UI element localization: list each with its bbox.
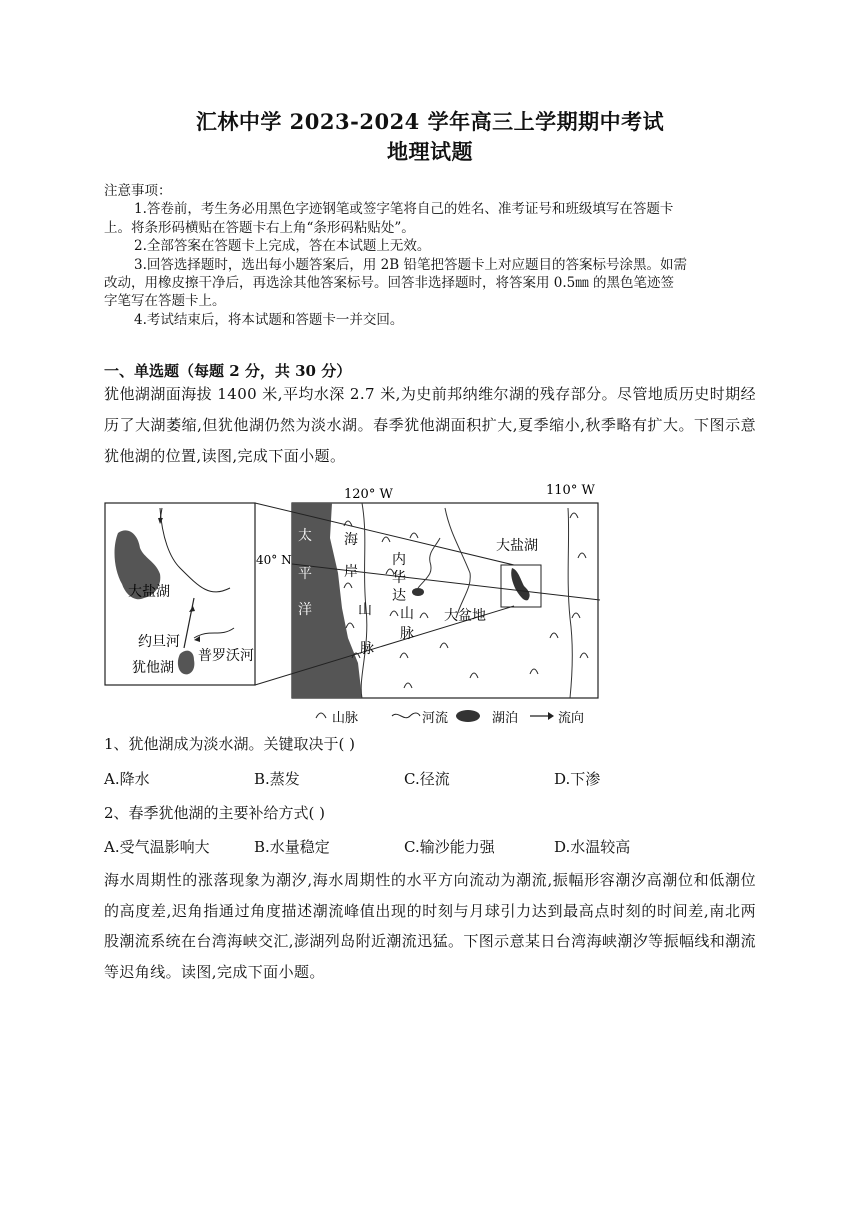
q2-option-c[interactable]: C.输沙能力强 [404, 838, 495, 856]
sierra-label-4: 山 [400, 606, 414, 622]
sierra-label-3: 达 [392, 588, 406, 604]
inset-great-salt-lake-label: 大盐湖 [128, 584, 170, 600]
inset-utah-lake-shape [178, 651, 194, 675]
q2-option-b[interactable]: B.水量稳定 [254, 838, 330, 856]
great-basin-label: 大盆地 [444, 608, 486, 624]
map-legend [316, 710, 584, 726]
note-item-3a: 3.回答选择题时，选出每小题答案后，用 2B 铅笔把答题卡上对应题目的答案标号涂黑。如需 [134, 256, 687, 273]
passage-taiwan-strait: 海水周期性的涨落现象为潮汐,海水周期性的水平方向流动为潮流,振幅形容潮汐高潮位和低潮位的高度差,迟角指通过角度描述潮流峰值出现的时刻与月球引力达到最高点时刻的时间差,南北两股潮流系统在台湾海峡交汇,澎湖列岛附近潮流迅猛。下图示意某日台湾海峡潮汐等振幅线和潮流等迟角线。读图,完成下面小题。 [104, 871, 756, 981]
legend-lake-icon [456, 710, 480, 722]
q2-option-a[interactable]: A.受气温影响大 [104, 838, 210, 856]
great-salt-lake-shape [511, 568, 529, 600]
note-item-1a: 1.答卷前，考生务必用黑色字迹钢笔或签字笔将自己的姓名、准考证号和班级填写在答题卡 [134, 201, 674, 218]
longitude-120-label: 120° W [344, 487, 393, 502]
ocean-label-3: 洋 [298, 602, 312, 618]
question-1-stem: 1、犹他湖成为淡水湖。关键取决于( ) [104, 735, 356, 753]
q1-option-d[interactable]: D.下渗 [554, 770, 601, 788]
q1-option-c[interactable]: C.径流 [404, 770, 450, 788]
utah-lake-map [100, 478, 620, 728]
legend-mountain-label: 山脉 [332, 711, 359, 726]
legend-river-icon [392, 713, 420, 718]
coast-range-label-4: 脉 [360, 641, 374, 657]
exam-title: 汇林中学 2023-2024 学年高三上学期期中考试 [195, 109, 665, 134]
sierra-label-2: 华 [392, 570, 406, 586]
coast-range-label-2: 岸 [344, 564, 358, 580]
longitude-110-label: 110° W [546, 483, 595, 498]
jordan-river-line [184, 598, 194, 648]
river-line [361, 503, 367, 698]
q1-option-a[interactable]: A.降水 [104, 770, 150, 788]
jordan-river-label: 约旦河 [138, 634, 180, 650]
notes-block [104, 182, 754, 329]
note-item-1b: 上。将条形码横贴在答题卡右上角“条形码粘贴处”。 [104, 219, 415, 236]
great-salt-lake-label: 大盐湖 [496, 538, 538, 554]
sierra-label-1: 内 [392, 552, 406, 568]
ocean-label-2: 平 [298, 566, 312, 582]
coast-range-label-1: 海 [344, 532, 358, 548]
latitude-label: 40° N [256, 553, 292, 567]
section-heading: 一、单选题（每题 2 分，共 30 分） [104, 362, 352, 380]
passage-utah-lake: 犹他湖湖面海拔 1400 米,平均水深 2.7 米,为史前邦纳维尔湖的残存部分。尽管地质历史时期经历了大湖萎缩,但犹他湖仍然为淡水湖。春季犹他湖面积扩大,夏季缩小,秋季略有扩大。下图示意犹他湖的位置,读图,完成下面小题。 [104, 385, 756, 465]
sierra-label-5: 脉 [400, 626, 414, 642]
coast-range-label-3: 山 [358, 602, 372, 618]
note-item-3b: 改动，用橡皮擦干净后，再选涂其他答案标号。回答非选择题时，将答案用 0.5㎜ 的黑色笔迹签 [104, 275, 675, 292]
notes-heading: 注意事项： [104, 183, 172, 199]
flow-arrow-icon [158, 518, 163, 524]
river-line [568, 508, 572, 698]
legend-flow-label: 流向 [558, 711, 585, 726]
ocean-label-1: 太 [298, 528, 312, 544]
small-lake-shape [412, 588, 424, 596]
inset-river-line [160, 508, 230, 592]
question-2-stem: 2、春季犹他湖的主要补给方式( ) [104, 804, 326, 822]
legend-flow-arrowhead-icon [548, 712, 554, 720]
exam-subtitle: 地理试题 [387, 139, 473, 164]
utah-lake-label: 犹他湖 [132, 660, 174, 676]
note-item-4: 4.考试结束后，将本试题和答题卡一并交回。 [134, 311, 404, 328]
q1-option-b[interactable]: B.蒸发 [254, 770, 300, 788]
provo-river-label: 普罗沃河 [198, 648, 254, 664]
mountain-symbols [344, 513, 588, 688]
legend-mountain-icon [316, 713, 326, 718]
legend-lake-label: 湖泊 [492, 711, 519, 726]
q2-option-d[interactable]: D.水温较高 [554, 838, 631, 856]
legend-river-label: 河流 [422, 711, 449, 726]
note-item-3c: 字笔写在答题卡上。 [104, 293, 226, 310]
note-item-2: 2.全部答案在答题卡上完成，答在本试题上无效。 [134, 238, 431, 255]
river-line [445, 508, 470, 618]
